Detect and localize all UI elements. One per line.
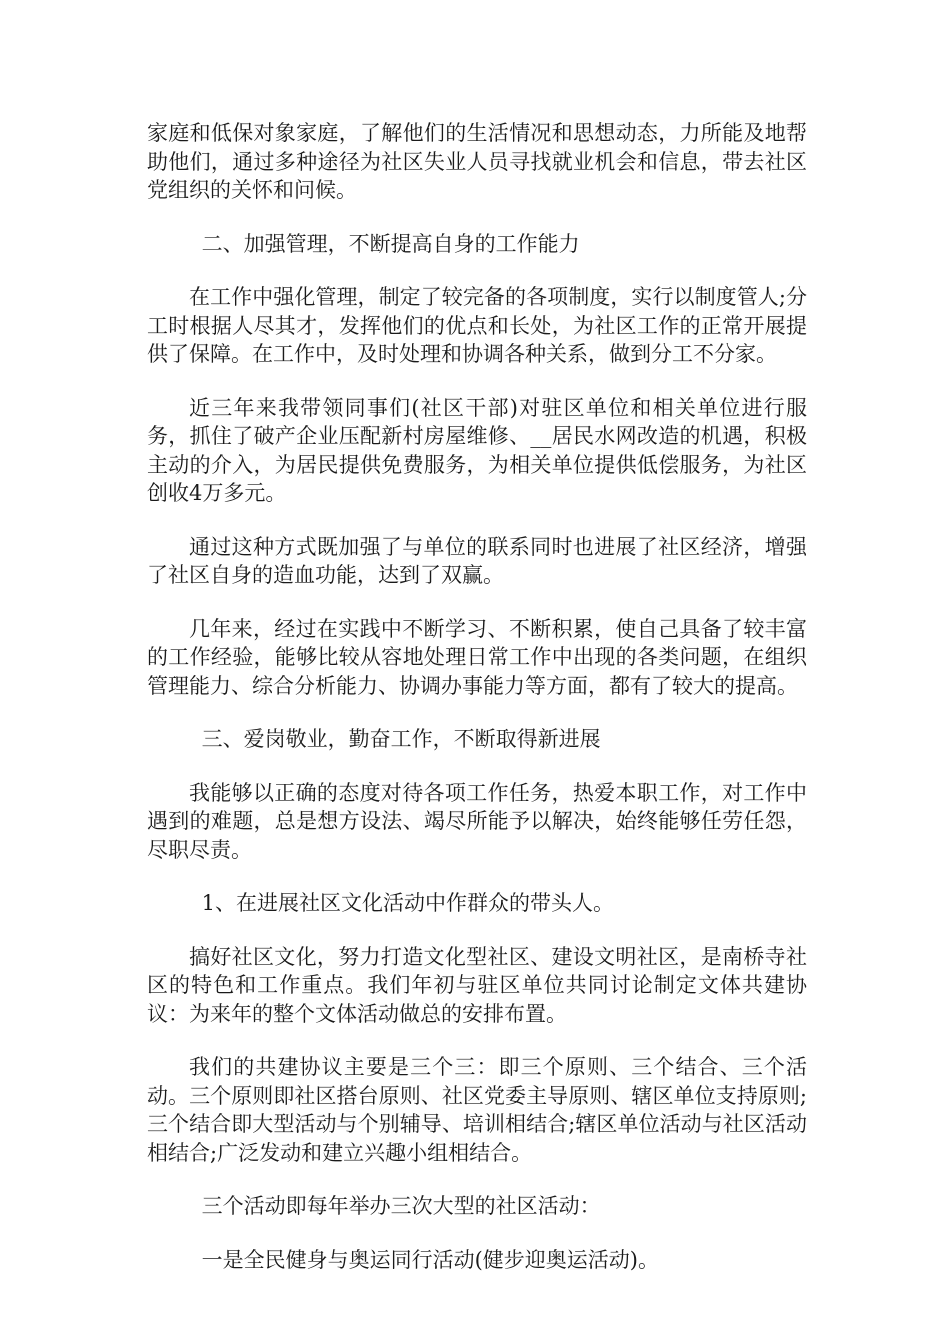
paragraph: 我能够以正确的态度对待各项工作任务，热爱本职工作，对工作中遇到的难题，总是想方设法、竭尽所能予以解决，始终能够任劳任怨，尽职尽责。 — [147, 780, 807, 862]
paragraph: 三个活动即每年举办三次大型的社区活动： — [201, 1194, 601, 1218]
subsection-heading: 1、在进展社区文化活动中作群众的带头人。 — [201, 891, 614, 915]
paragraph: 我们的共建协议主要是三个三：即三个原则、三个结合、三个活动。三个原则即社区搭台原则、社区党委主导原则、辖区单位支持原则;三个结合即大型活动与个别辅导、培训相结合;辖区单位活动与社区活动相结合;广泛发动和建立兴趣小组相结合。 — [147, 1055, 807, 1165]
paragraph: 通过这种方式既加强了与单位的联系同时也进展了社区经济，增强了社区自身的造血功能，达到了双赢。 — [147, 534, 807, 587]
section-heading: 二、加强管理，不断提高自身的工作能力 — [201, 231, 580, 256]
paragraph: 家庭和低保对象家庭，了解他们的生活情况和思想动态，力所能及地帮助他们，通过多种途径为社区失业人员寻找就业机会和信息，带去社区党组织的关怀和问候。 — [147, 121, 807, 202]
paragraph: 在工作中强化管理，制定了较完备的各项制度，实行以制度管人;分工时根据人尽其才，发挥他们的优点和长处，为社区工作的正常开展提供了保障。在工作中，及时处理和协调各种关系，做到分工不分家。 — [147, 285, 807, 366]
paragraph: 一是全民健身与奥运同行活动(健步迎奥运活动)。 — [201, 1247, 659, 1272]
paragraph: 近三年来我带领同事们(社区干部)对驻区单位和相关单位进行服务，抓住了破产企业压配新村房屋维修、__居民水网改造的机遇，积极主动的介入，为居民提供免费服务，为相关单位提供低偿服务，为社区创收4万多元。 — [147, 395, 807, 505]
paragraph: 搞好社区文化，努力打造文化型社区、建设文明社区，是南桥寺社区的特色和工作重点。我们年初与驻区单位共同讨论制定文体共建协议：为来年的整个文体活动做总的安排布置。 — [147, 944, 807, 1026]
section-heading: 三、爱岗敬业，勤奋工作，不断取得新进展 — [201, 727, 601, 751]
paragraph: 几年来，经过在实践中不断学习、不断积累，使自己具备了较丰富的工作经验，能够比较从容地处理日常工作中出现的各类问题，在组织管理能力、综合分析能力、协调办事能力等方面，都有了较大的提高。 — [147, 616, 807, 698]
document-page — [147, 119, 807, 1299]
